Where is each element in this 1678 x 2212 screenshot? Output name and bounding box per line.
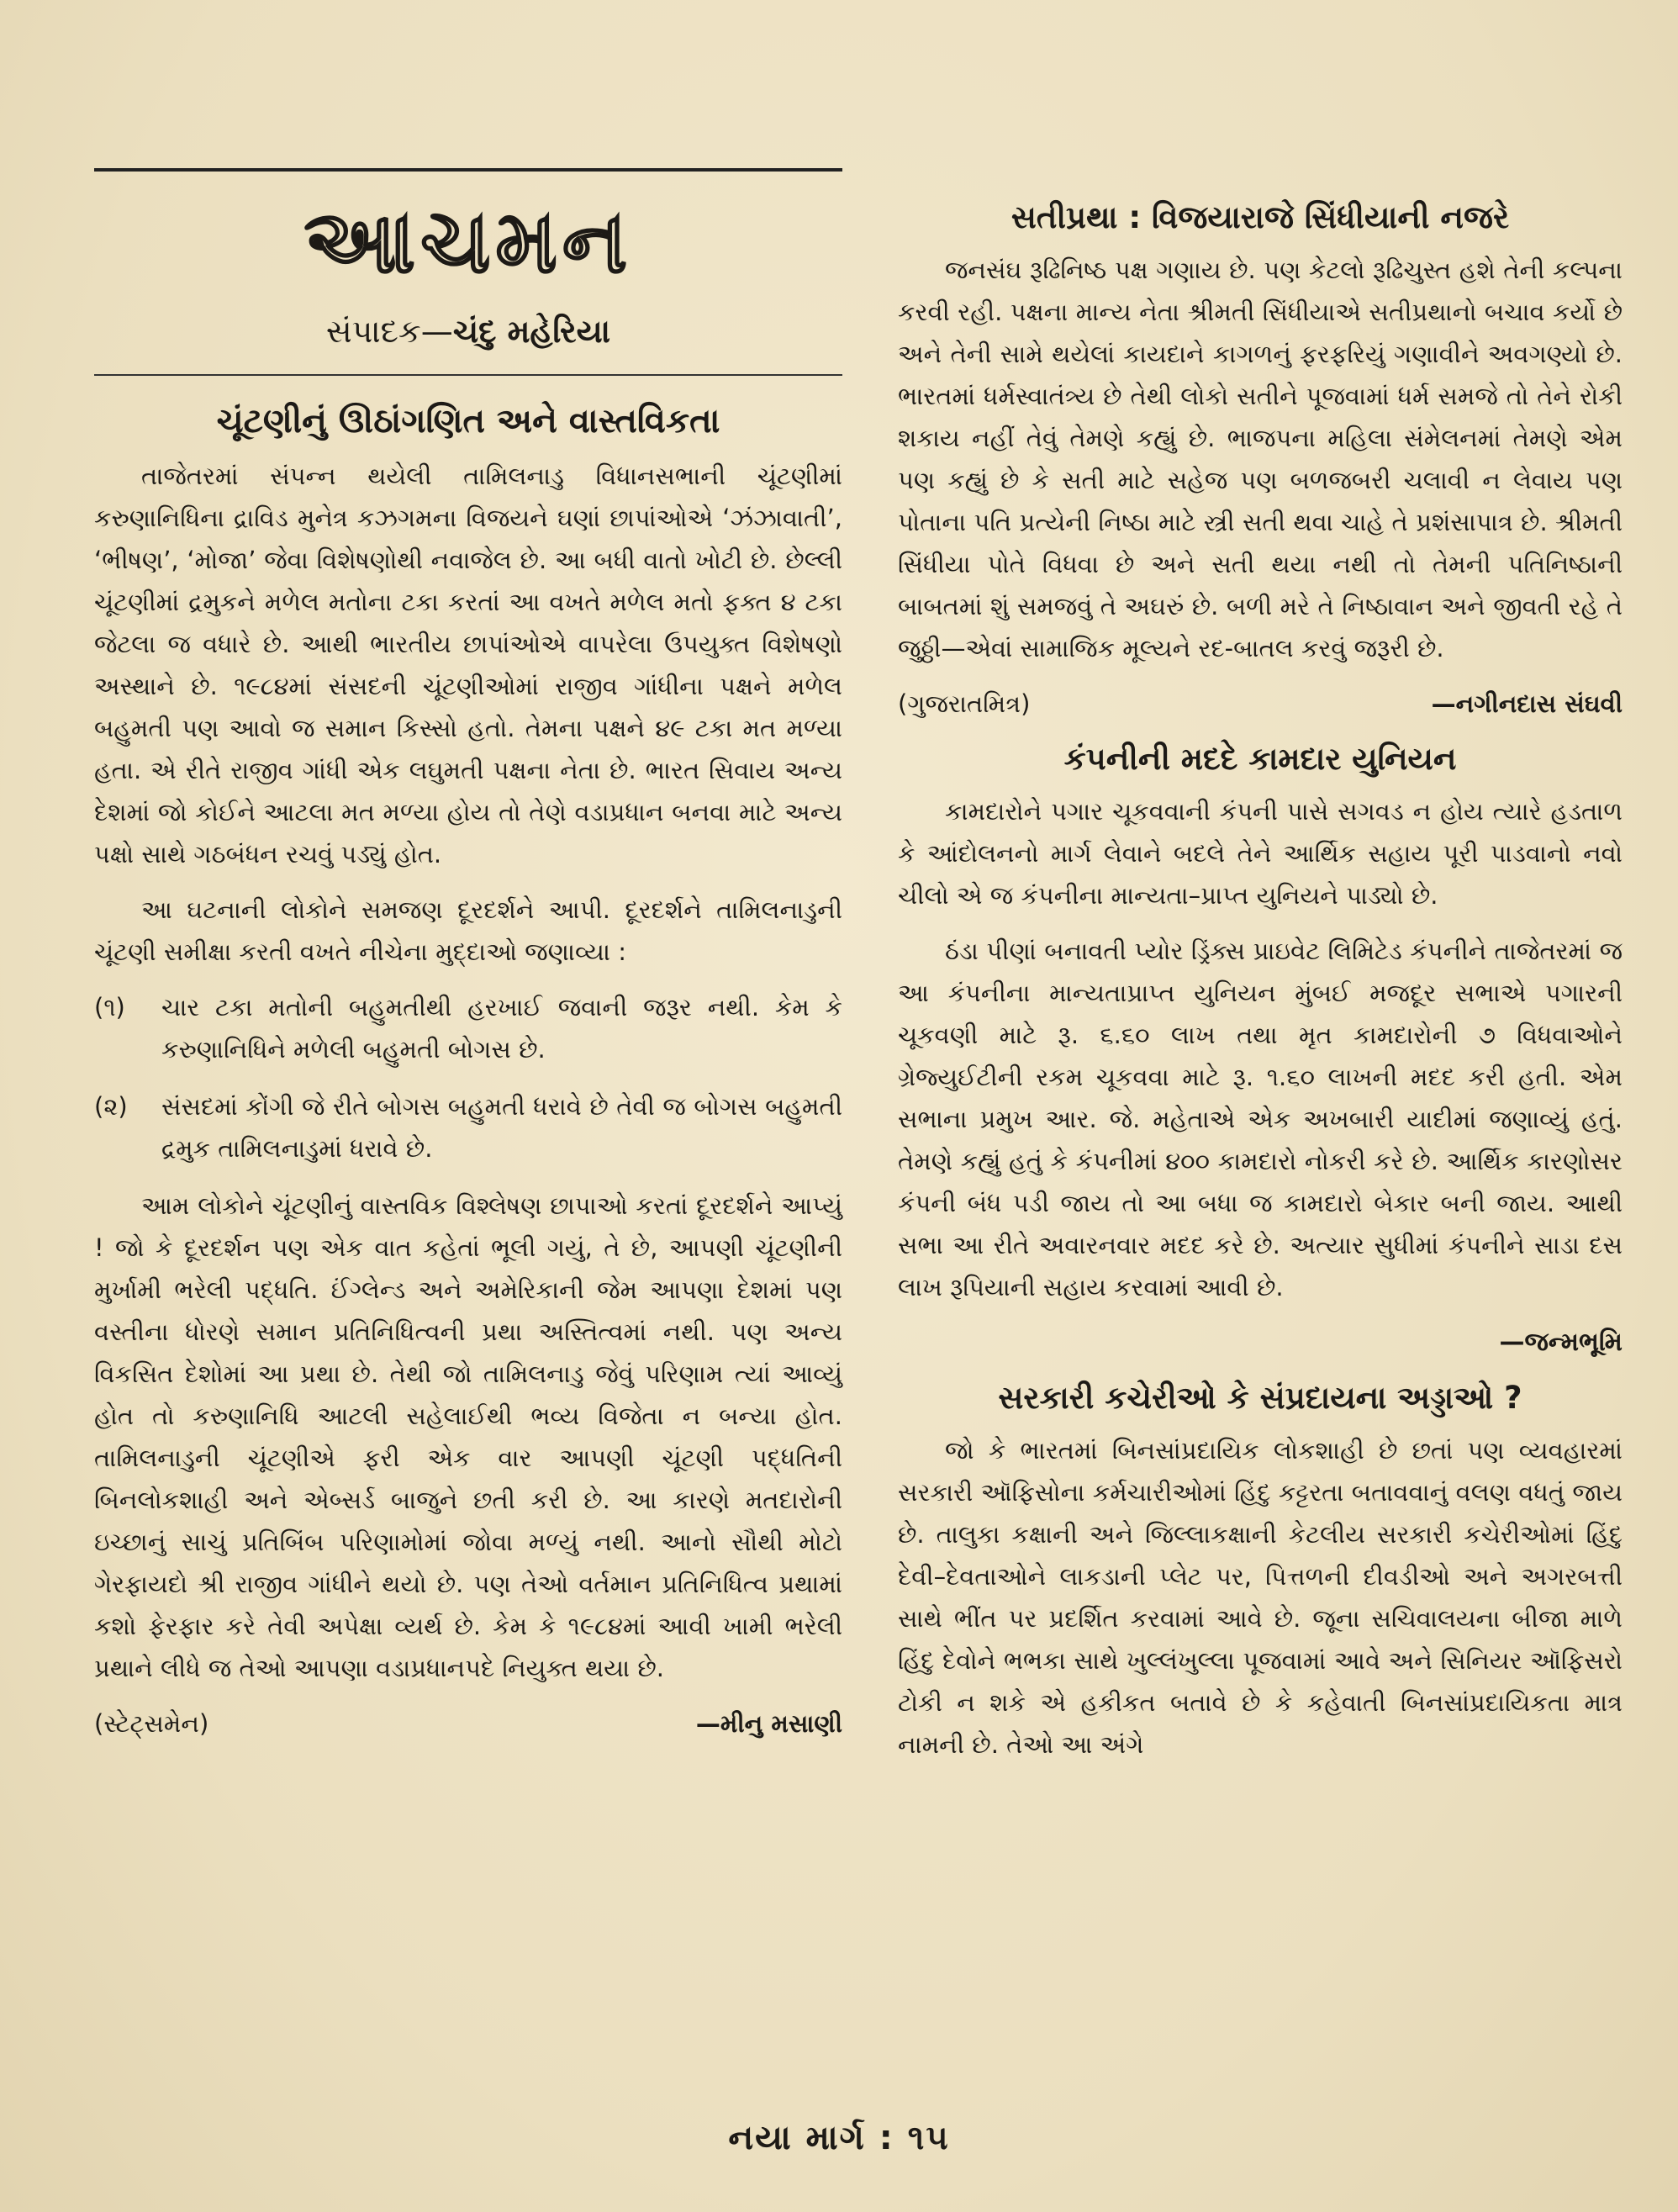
section-paragraph: ઠંડા પીણાં બનાવતી પ્યોર ડ્રિંક્સ પ્રાઇવેટ લિમિટેડ કંપનીને તાજેતરમાં જ આ કંપનીના માન્યતાપ્રાપ્ત યુનિયન મુંબઈ મજદૂર સભાએ પગારની ચૂકવણી માટે રૂ. ૬.૬૦ લાખ તથા મૃત કામદારોની ૭ વિધવાઓને ગ્રેજ્યુઈટીની રકમ ચૂકવવા માટે રૂ. ૧.૬૦ લાખની મદદ કરી હતી. એમ સભાના પ્રમુખ આર. જે. મહેતાએ એક અખબારી યાદીમાં જણાવ્યું હતું. તેમણે કહ્યું હતું કે કંપનીમાં ૪૦૦ કામદારો નોકરી કરે છે. આર્થિક કારણોસર કંપની બંધ પડી જાય તો આ બધા જ કામદારો બેકાર બની જાય. આથી સભા આ રીતે અવારનવાર મદદ કરે છે. અત્યાર સુધીમાં કંપનીને સાડા દસ લાખ રૂપિયાની સહાય કરવામાં આવી છે. xyxy=(898,937,1623,1301)
section-title: સતીપ્રથા : વિજયારાજે સિંધીયાની નજરે xyxy=(1010,199,1510,235)
editor-label: સંપાદક— xyxy=(325,313,453,350)
article-paragraph: આમ લોકોને ચૂંટણીનું વાસ્તવિક વિશ્લેષણ છાપાઓ કરતાં દૂરદર્શને આપ્યું ! જો કે દૂરદર્શન પણ એક વાત કહેતાં ભૂલી ગયું, તે છે, આપણી ચૂંટણીની મુર્ખામી ભરેલી પદ્ધતિ. ઈંગ્લેન્ડ અને અમેરિકાની જેમ આપણા દેશમાં પણ વસ્તીના ધોરણે સમાન પ્રતિનિધિત્વની પ્રથા અસ્તિત્વમાં નથી. પણ અન્ય વિકસિત દેશોમાં આ પ્રથા છે. તેથી જો તામિલનાડુ જેવું પરિણામ ત્યાં આવ્યું હોત તો કરુણાનિધિ આટલી સહેલાઈથી ભવ્ય વિજેતા ન બન્યા હોત. તામિલનાડુની ચૂંટણીએ ફરી એક વાર આપણી ચૂંટણી પદ્ધતિની બિનલોકશાહી અને એબ્સર્ડ બાજુને છતી કરી છે. આ કારણે મતદારોની ઇચ્છાનું સાચું પ્રતિબિંબ પરિણામોમાં જોવા મળ્યું નથી. આનો સૌથી મોટો ગેરફાયદો શ્રી રાજીવ ગાંધીને થયો છે. પણ તેઓ વર્તમાન પ્રતિનિધિત્વ પ્રથામાં કશો ફેરફાર કરે તેવી અપેક્ષા વ્યર્થ છે. કેમ કે ૧૯૮૪માં આવી ખામી ભરેલી પ્રથાને લીધે જ તેઓ આપણા વડાપ્રધાનપદે નિયુક્ત થયા છે. xyxy=(94,1191,842,1682)
section-source: (ગુજરાતમિત્ર) xyxy=(898,689,1031,718)
section-title: સરકારી કચેરીઓ કે સંપ્રદાયના અડ્ડાઓ ? xyxy=(998,1380,1522,1416)
article-title: ચૂંટણીનું ઊઠાંગણિત અને વાસ્તવિકતા xyxy=(216,402,720,441)
article-paragraph: તાજેતરમાં સંપન્ન થયેલી તામિલનાડુ વિધાનસભાની ચૂંટણીમાં કરુણાનિધિના દ્રાવિડ મુનેત્ર કઝગમના વિજયને ઘણાં છાપાંઓએ ‘ઝંઝાવાતી’, ‘ભીષણ’, ‘મોજા’ જેવા વિશેષણોથી નવાજેલ છે. આ બધી વાતો ખોટી છે. છેલ્લી ચૂંટણીમાં દ્રમુકને મળેલ મતોના ટકા કરતાં આ વખતે મળેલ મતો ફક્ત ૪ ટકા જેટલા જ વધારે છે. આથી ભારતીય છાપાંઓએ વાપરેલા ઉપયુક્ત વિશેષણો અસ્થાને છે. ૧૯૮૪માં સંસદની ચૂંટણીઓમાં રાજીવ ગાંધીના પક્ષને મળેલ બહુમતી પણ આવો જ સમાન કિસ્સો હતો. તેમના પક્ષને ૪૯ ટકા મત મળ્યા હતા. એ રીતે રાજીવ ગાંધી એક લઘુમતી પક્ષના નેતા છે. ભારત સિવાય અન્ય દેશમાં જો કોઈને આટલા મત મળ્યા હોય તો તેણે વડાપ્રધાન બનવા માટે અન્ય પક્ષો સાથે ગઠબંધન રચવું પડ્યું હોત. xyxy=(94,462,842,868)
page-footer: નયા માર્ગ : ૧૫ xyxy=(728,2119,950,2157)
list-item xyxy=(94,1085,842,1169)
masthead-rule xyxy=(94,374,842,376)
editor-name: ચંદુ મહેરિયા xyxy=(452,313,611,350)
top-rule xyxy=(94,168,842,172)
editor-credit xyxy=(94,313,842,351)
list-number: (૧) xyxy=(94,993,125,1022)
section-author: —નગીનદાસ સંઘવી xyxy=(1431,689,1623,718)
section-paragraph: કામદારોને પગાર ચૂકવવાની કંપની પાસે સગવડ ન હોય ત્યારે હડતાળ કે આંદોલનનો માર્ગ લેવાને બદલે તેને આર્થિક સહાય પૂરી પાડવાનો નવો ચીલો એ જ કંપનીના માન્યતા–પ્રાપ્ત યુનિયને પાડ્યો છે. xyxy=(898,797,1623,910)
article-paragraph: આ ઘટનાની લોકોને સમજણ દૂરદર્શને આપી. દૂરદર્શને તામિલનાડુની ચૂંટણી સમીક્ષા કરતી વખતે નીચેના મુદ્દાઓ જણાવ્યા : xyxy=(94,895,842,966)
right-column xyxy=(898,183,1623,1779)
list-number: (૨) xyxy=(94,1092,128,1121)
left-column xyxy=(94,168,842,1756)
article-byline xyxy=(94,1703,842,1745)
column-masthead: આચમન xyxy=(303,190,633,293)
section-paragraph: જનસંઘ રૂઢિનિષ્ઠ પક્ષ ગણાય છે. પણ કેટલો રૂઢિચુસ્ત હશે તેની કલ્પના કરવી રહી. પક્ષના માન્ય નેતા શ્રીમતી સિંધીયાએ સતીપ્રથાનો બચાવ કર્યો છે અને તેની સામે થયેલાં કાયદાને કાગળનું ફરફરિયું ગણાવીને અવગણ્યો છે. ભારતમાં ધર્મસ્વાતંત્ર્ય છે તેથી લોકો સતીને પૂજવામાં ધર્મ સમજે તો તેને રોકી શકાય નહીં તેવું તેમણે કહ્યું છે. ભાજપના મહિલા સંમેલનમાં તેમણે એમ પણ કહ્યું છે કે સતી માટે સહેજ પણ બળજબરી ચલાવી ન લેવાય પણ પોતાના પતિ પ્રત્યેની નિષ્ઠા માટે સ્ત્રી સતી થવા ચાહે તે પ્રશંસાપાત્ર છે. શ્રીમતી સિંધીયા પોતે વિધવા છે અને સતી થયા નથી તો તેમની પતિનિષ્ઠાની બાબતમાં શું સમજવું તે અઘરું છે. બળી મરે તે નિષ્ઠાવાન અને જીવતી રહે તે જુઠ્ઠી—એવાં સામાજિક મૂલ્યને રદ-બાતલ કરવું જરૂરી છે. xyxy=(898,256,1623,663)
section-title: કંપનીની મદદે કામદાર યુનિયન xyxy=(1063,741,1457,777)
article-source: (સ્ટેટ્સમેન) xyxy=(94,1709,209,1738)
section-paragraph: જો કે ભારતમાં બિનસાંપ્રદાયિક લોકશાહી છે છતાં પણ વ્યવહારમાં સરકારી ઑફિસોના કર્મચારીઓમાં હિંદુ કટ્ટરતા બતાવવાનું વલણ વધતું જાય છે. તાલુકા કક્ષાની અને જિલ્લાકક્ષાની કેટલીય સરકારી કચેરીઓમાં હિંદુ દેવી–દેવતાઓને લાકડાની પ્લેટ પર, પિત્તળની દીવડીઓ અને અગરબત્તી સાથે ભીંત પર પ્રદર્શિત કરવામાં આવે છે. જૂના સચિવાલયના બીજા માળે હિંદુ દેવોને ભભકા સાથે ખુલ્લંખુલ્લા પૂજવામાં આવે અને સિનિયર ઑફિસરો ટોકી ન શકે એ હકીકત બતાવે છે કે કહેવાતી બિનસાંપ્રદાયિકતા માત્ર નામની છે. તેઓ આ અંગે xyxy=(898,1436,1623,1759)
list-item xyxy=(94,986,842,1070)
section-author: —જન્મભૂમિ xyxy=(1499,1328,1623,1357)
section-byline xyxy=(898,683,1623,725)
list-text: સંસદમાં કોંગી જે રીતે બોગસ બહુમતી ધરાવે છે તેવી જ બોગસ બહુમતી દ્રમુક તામિલનાડુમાં ધરાવે છે. xyxy=(161,1092,842,1163)
list-text: ચાર ટકા મતોની બહુમતીથી હરખાઈ જવાની જરૂર નથી. કેમ કે કરુણાનિધિને મળેલી બહુમતી બોગસ છે. xyxy=(161,993,842,1064)
article-author: —મીનુ મસાણી xyxy=(695,1709,842,1738)
